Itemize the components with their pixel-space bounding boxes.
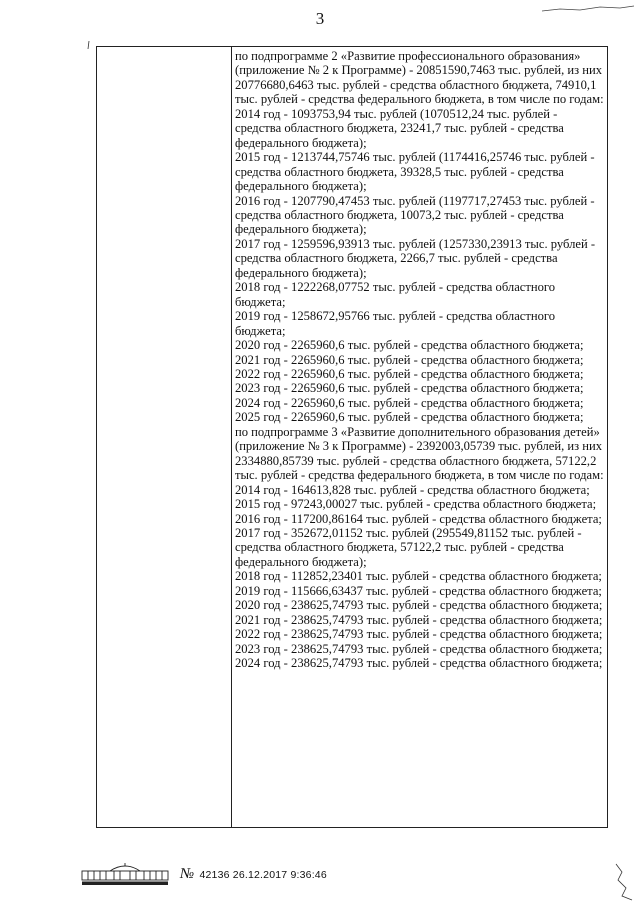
paragraph: 2017 год - 352672,01152 тыс. рублей (295549,81152 тыс. рублей - средства областного бюджета, 57122,2 тыс. рублей - средства федерального бюджета); [235, 525, 582, 569]
page-number: 3 [315, 9, 325, 28]
paragraph: 2020 год - 2265960,6 тыс. рублей - средства областного бюджета; [235, 338, 584, 353]
scan-artifact-corner [612, 862, 638, 902]
paragraph: 2022 год - 2265960,6 тыс. рублей - средства областного бюджета; [235, 366, 584, 381]
registration-info [180, 866, 327, 883]
footer [80, 862, 327, 886]
scan-artifact-top [540, 3, 636, 15]
table-right-cell [232, 47, 607, 827]
paragraph: 2021 год - 238625,74793 тыс. рублей - средства областного бюджета; [235, 612, 603, 627]
number-sign: № [180, 865, 195, 882]
paragraph: 2015 год - 1213744,75746 тыс. рублей (1174416,25746 тыс. рублей - средства областного бюджета, 39328,5 тыс. рублей - средства федерального бюджета); [235, 150, 595, 194]
paragraph: 2014 год - 1093753,94 тыс. рублей (1070512,24 тыс. рублей - средства областного бюджета, 23241,7 тыс. рублей - средства федерального бюджета); [235, 106, 564, 150]
paragraph: 2024 год - 238625,74793 тыс. рублей - средства областного бюджета; [235, 656, 603, 671]
paragraph: 2018 год - 112852,23401 тыс. рублей - средства областного бюджета; [235, 569, 602, 584]
paragraph: по подпрограмме 2 «Развитие профессионального образования» (приложение № 2 к Программе) - 20851590,7463 тыс. рублей, из них 20776680,6463 тыс. рублей - средства областного бюджета, 74910,1 тыс. рублей - средства федерального бюджета, в том числе по годам: [235, 49, 604, 107]
table-left-cell [97, 47, 232, 827]
paragraph: по подпрограмме 3 «Развитие дополнительного образования детей» (приложение № 3 к Программе) - 2392003,05739 тыс. рублей, из них 2334880,85739 тыс. рублей - средства областного бюджета, 57122,2 тыс. рублей - средства федерального бюджета, в том числе по годам: [235, 424, 604, 483]
government-building-logo [80, 862, 170, 886]
scan-artifact-tick [86, 40, 92, 50]
paragraph: 2019 год - 115666,63437 тыс. рублей - средства областного бюджета; [235, 583, 602, 598]
paragraph: 2025 год - 2265960,6 тыс. рублей - средства областного бюджета; [235, 410, 584, 425]
paragraph: 2016 год - 117200,86164 тыс. рублей - средства областного бюджета; [235, 511, 602, 526]
paragraph: 2016 год - 1207790,47453 тыс. рублей (1197717,27453 тыс. рублей - средства областного бюджета, 10073,2 тыс. рублей - средства федерального бюджета); [235, 193, 595, 237]
paragraph: 2020 год - 238625,74793 тыс. рублей - средства областного бюджета; [235, 598, 603, 613]
paragraph: 2023 год - 238625,74793 тыс. рублей - средства областного бюджета; [235, 641, 603, 656]
paragraph: 2024 год - 2265960,6 тыс. рублей - средства областного бюджета; [235, 395, 584, 410]
registration-number-datetime: 42136 26.12.2017 9:36:46 [199, 868, 327, 881]
paragraph: 2022 год - 238625,74793 тыс. рублей - средства областного бюджета; [235, 627, 603, 642]
paragraph: 2017 год - 1259596,93913 тыс. рублей (1257330,23913 тыс. рублей - средства областного бюджета, 2266,7 тыс. рублей - средства федерального бюджета); [235, 236, 596, 280]
paragraph: 2021 год - 2265960,6 тыс. рублей - средства областного бюджета; [235, 352, 584, 367]
paragraph: 2023 год - 2265960,6 тыс. рублей - средства областного бюджета; [235, 381, 584, 396]
paragraph: 2019 год - 1258672,95766 тыс. рублей - средства областного бюджета; [235, 309, 556, 338]
paragraph: 2014 год - 164613,828 тыс. рублей - средства областного бюджета; [235, 482, 590, 497]
paragraph: 2018 год - 1222268,07752 тыс. рублей - средства областного бюджета; [235, 280, 556, 309]
content-table [96, 46, 608, 828]
paragraph: 2015 год - 97243,00027 тыс. рублей - средства областного бюджета; [235, 497, 597, 512]
